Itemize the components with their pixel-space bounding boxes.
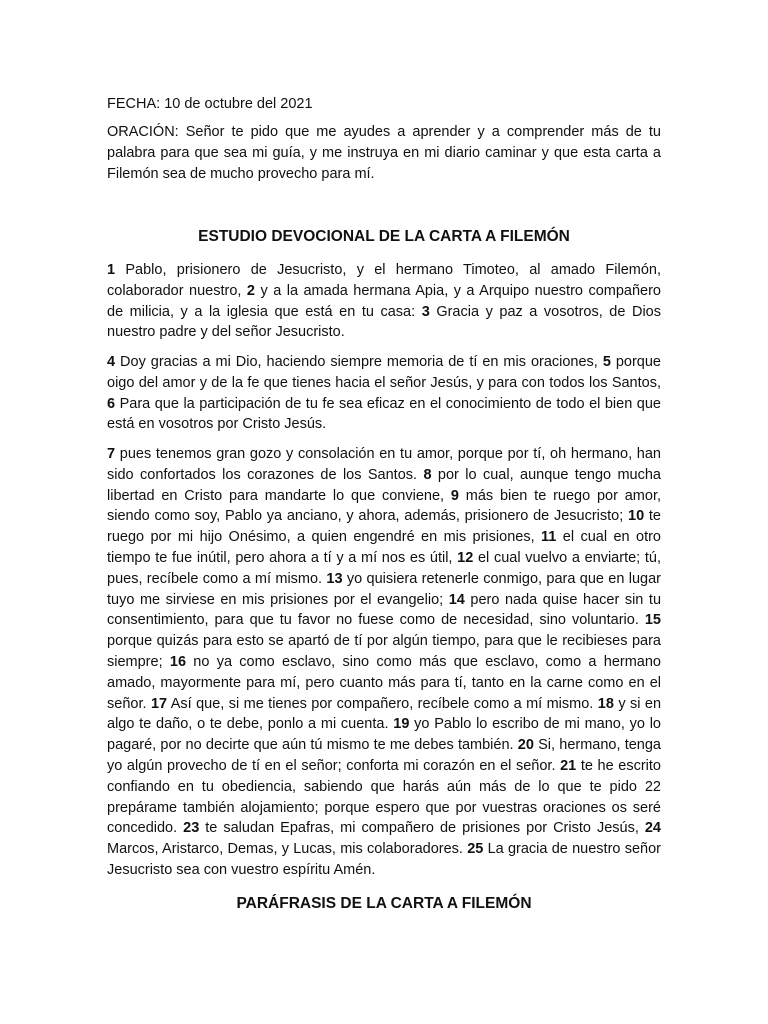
verse-text: Gracia y paz a vosotros, de Dios nuestro padre y del señor Jesucristo. <box>107 303 661 341</box>
verse-text: yo Pablo lo escribo de mi mano, yo lo pagaré, por no decirte que aún tú mismo te me debes también. <box>107 716 661 754</box>
prayer-paragraph <box>107 122 661 184</box>
verse-paragraph-2 <box>107 352 661 435</box>
verse-number: 17 <box>150 695 168 712</box>
verse-text: por lo cual, aunque tengo mucha libertad en Cristo para mandarte lo que conviene, <box>107 466 662 504</box>
verse-number: 11 <box>541 529 557 546</box>
verse-number: 24 <box>644 820 661 837</box>
date-line <box>107 94 661 115</box>
verse-text: y a la amada hermana Apia, y a Arquipo nuestro compañero de milicia, y a la iglesia que está en tu casa: <box>107 282 661 320</box>
date-value: 10 de octubre del 2021 <box>164 96 313 112</box>
prayer-label: ORACIÓN: <box>107 124 179 140</box>
verse-number: 3 <box>421 303 430 320</box>
verse-text: te saludan Epafras, mi compañero de prisiones por Cristo Jesús, <box>199 820 645 837</box>
verse-text: porque quizás para esto se apartó de tí por algún tiempo, para que le recibieses para siempre; <box>107 633 661 670</box>
verse-number: 14 <box>448 591 465 608</box>
verse-number: 13 <box>326 570 343 587</box>
verse-number: 8 <box>423 466 432 483</box>
verse-number: 1 <box>107 262 116 278</box>
verse-text: porque oigo del amor y de la fe que tienes hacia el señor Jesús, y para con todos los Santos, <box>107 354 662 391</box>
verse-text: y si en algo te daño, o te debe, ponlo a mi cuenta. <box>107 695 662 733</box>
verse-text: más bien te ruego por amor, siendo como soy, Pablo ya anciano, y ahora, además, prisionero de Jesucristo; <box>107 487 661 525</box>
verse-number: 20 <box>517 737 534 754</box>
verse-number: 23 <box>183 820 200 837</box>
verse-text: no ya como esclavo, sino como más que esclavo, como a hermano amado, mayormente para mí, pero cuanto más para tí, tanto en la carne como en el señor. <box>107 653 661 712</box>
verse-text: te he escrito confiando en tu obediencia, sabiendo que harás aún más de lo que te pido 22 prepárame también alojamiento; porque espero que por vuestras oraciones os seré concedido. <box>107 757 661 837</box>
verse-number: 2 <box>246 282 255 299</box>
verse-number: 16 <box>169 653 187 670</box>
verse-number: 4 <box>107 354 116 370</box>
verse-text: pues tenemos gran gozo y consolación en tu amor, porque por tí, oh hermano, han sido confortados los corazones de los Santos. <box>107 446 661 483</box>
verse-text: Así que, si me tienes por compañero, recíbele como a mí mismo. <box>167 695 598 712</box>
verse-number: 19 <box>393 716 410 733</box>
verse-text: Pablo, prisionero de Jesucristo, y el hermano Timoteo, al amado Filemón, colaborador nuestro, <box>107 262 661 299</box>
verse-text: Marcos, Aristarco, Demas, y Lucas, mis colaboradores. <box>107 841 468 858</box>
paraphrase-heading: PARÁFRASIS DE LA CARTA A FILEMÓN <box>236 895 532 912</box>
verse-number: 12 <box>457 549 474 566</box>
verse-text: pero nada quise hacer sin tu consentimiento, para que tu favor no fuese como de necesidad, sino voluntario. <box>107 591 662 629</box>
verse-paragraph-1 <box>107 260 661 343</box>
verse-number: 5 <box>602 354 611 370</box>
verse-number: 25 <box>467 841 484 858</box>
verse-number: 15 <box>644 612 661 629</box>
verse-text: el cual en otro tiempo te fue inútil, pero ahora a tí y a mí nos es útil, <box>107 529 661 566</box>
verse-number: 9 <box>450 487 459 504</box>
verse-text: yo quisiera retenerle conmigo, para que en lugar tuyo me sirviese en mis prisiones por el evangelio; <box>107 570 661 608</box>
verse-text: el cual vuelvo a enviarte; tú, pues, recíbele como a mí mismo. <box>107 549 661 587</box>
verse-paragraph-3 <box>107 444 661 881</box>
verse-number: 21 <box>560 757 577 774</box>
verse-number: 18 <box>597 695 614 712</box>
verse-number: 7 <box>107 446 116 462</box>
study-heading: ESTUDIO DEVOCIONAL DE LA CARTA A FILEMÓN <box>198 228 570 245</box>
verse-text: La gracia de nuestro señor Jesucristo sea con vuestro espíritu Amén. <box>107 841 661 878</box>
verse-number: 6 <box>107 395 116 412</box>
date-label: FECHA: <box>107 96 161 112</box>
verse-text: Si, hermano, tenga yo algún provecho de tí en el señor; conforta mi corazón en el señor. <box>107 737 661 774</box>
verse-number: 10 <box>628 508 645 525</box>
verse-text: te ruego por mi hijo Onésimo, a quien engendré en mis prisiones, <box>107 508 661 546</box>
prayer-text: Señor te pido que me ayudes a aprender y a comprender más de tu palabra para que sea mi guía, y me instruya en mi diario caminar y que esta carta a Filemón sea de mucho provecho para mí. <box>107 124 661 182</box>
verse-text: Para que la participación de tu fe sea eficaz en el conocimiento de todo el bien que está en vosotros por Cristo Jesús. <box>107 395 661 433</box>
verse-text: Doy gracias a mi Dio, haciendo siempre memoria de tí en mis oraciones, <box>115 354 603 370</box>
